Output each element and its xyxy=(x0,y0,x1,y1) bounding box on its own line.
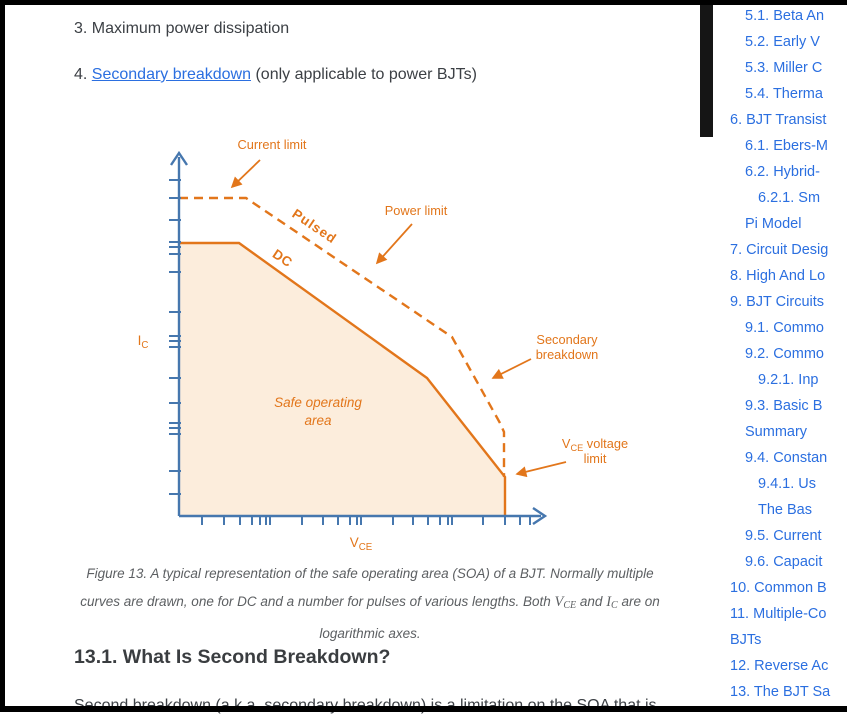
toc-link[interactable]: 9.5. Current xyxy=(745,528,822,544)
toc-link[interactable]: 9.3. Basic B xyxy=(745,398,823,414)
toc-link[interactable]: 12. Reverse Ac xyxy=(730,658,829,674)
caption-line: logarithmic axes. xyxy=(319,626,421,641)
toc-link[interactable]: 10. Common B xyxy=(730,580,827,596)
caption-line: curves are drawn, one for DC and a number for pulses of various lengths. Both VCE and IC are on xyxy=(80,594,660,611)
toc-link[interactable]: 9.2. Commo xyxy=(745,346,824,362)
toc-link[interactable]: The Bas xyxy=(758,502,812,518)
x-axis-label: $V_{CE}$ xyxy=(349,535,373,553)
annotation-label: Power limit xyxy=(384,203,448,218)
toc-link[interactable]: BJTs xyxy=(730,632,762,648)
annotation-label: breakdown xyxy=(535,347,599,362)
list-item-4-prefix: 4. xyxy=(74,66,92,83)
list-item-secondary-breakdown xyxy=(74,66,477,84)
toc-link[interactable]: 9.1. Commo xyxy=(745,320,824,336)
scrollbar-thumb[interactable] xyxy=(700,5,713,137)
toc-link[interactable]: 7. Circuit Desig xyxy=(730,242,829,258)
annotation-arrow xyxy=(493,359,531,378)
toc-sidebar xyxy=(730,3,847,706)
toc-link[interactable]: 9.4. Constan xyxy=(745,450,828,466)
toc-link[interactable]: 6.2.1. Sm xyxy=(758,190,821,206)
curve-label-pulsed: Pulsed xyxy=(289,205,340,247)
toc-link[interactable]: 9.4.1. Us xyxy=(758,476,817,492)
annotation-label: limit xyxy=(583,451,607,466)
annotation-label: Secondary xyxy=(536,332,598,347)
toc-link[interactable]: 5.4. Therma xyxy=(745,86,823,102)
toc-link[interactable]: Summary xyxy=(745,424,808,440)
frame-border-left xyxy=(0,0,5,712)
soa-diagram xyxy=(137,128,640,560)
section-heading: 13.1. What Is Second Breakdown? xyxy=(74,646,391,668)
soa-figure xyxy=(137,128,640,560)
frame-border-top xyxy=(0,0,847,5)
figure-caption xyxy=(20,560,720,648)
toc-link[interactable]: Pi Model xyxy=(745,216,802,232)
toc-link[interactable]: 5.1. Beta An xyxy=(745,8,825,24)
annotation-arrow xyxy=(517,462,566,474)
toc-link[interactable]: 5.2. Early V xyxy=(745,34,820,50)
toc-link[interactable]: 9.6. Capacit xyxy=(745,554,823,570)
toc-link[interactable]: 5.3. Miller C xyxy=(745,60,823,76)
annotation-label: Current limit xyxy=(237,137,307,152)
list-item-power-dissipation: 3. Maximum power dissipation xyxy=(74,20,290,37)
list-item-4-suffix: (only applicable to power BJTs) xyxy=(251,66,477,83)
toc-link[interactable]: 6. BJT Transist xyxy=(730,112,827,128)
caption-line: Figure 13. A typical representation of the safe operating area (SOA) of a BJT. Normally multiple xyxy=(86,566,654,581)
toc-link[interactable]: 9.2.1. Inp xyxy=(758,372,819,388)
curve-label-dc: DC xyxy=(269,246,296,271)
y-axis-label: $I_C$ xyxy=(137,333,149,351)
annotation-arrow xyxy=(377,224,412,263)
toc-link[interactable]: 8. High And Lo xyxy=(730,268,826,284)
annotation-label: $V_{CE}$ voltage xyxy=(561,436,629,453)
toc-link[interactable]: 13. The BJT Sa xyxy=(730,684,831,700)
secondary-breakdown-link[interactable]: Secondary breakdown xyxy=(91,66,252,83)
frame-border-bottom xyxy=(0,706,847,712)
safe-operating-area-fill xyxy=(179,243,505,516)
toc-link[interactable]: 11. Multiple-Co xyxy=(730,606,827,622)
toc-link[interactable]: 6.1. Ebers-M xyxy=(745,138,828,154)
annotation-arrow xyxy=(232,160,260,187)
toc-link[interactable]: 9. BJT Circuits xyxy=(730,294,825,310)
region-label: area xyxy=(304,413,332,428)
toc-link[interactable]: 6.2. Hybrid- xyxy=(745,164,820,180)
region-label: Safe operating xyxy=(274,395,362,410)
